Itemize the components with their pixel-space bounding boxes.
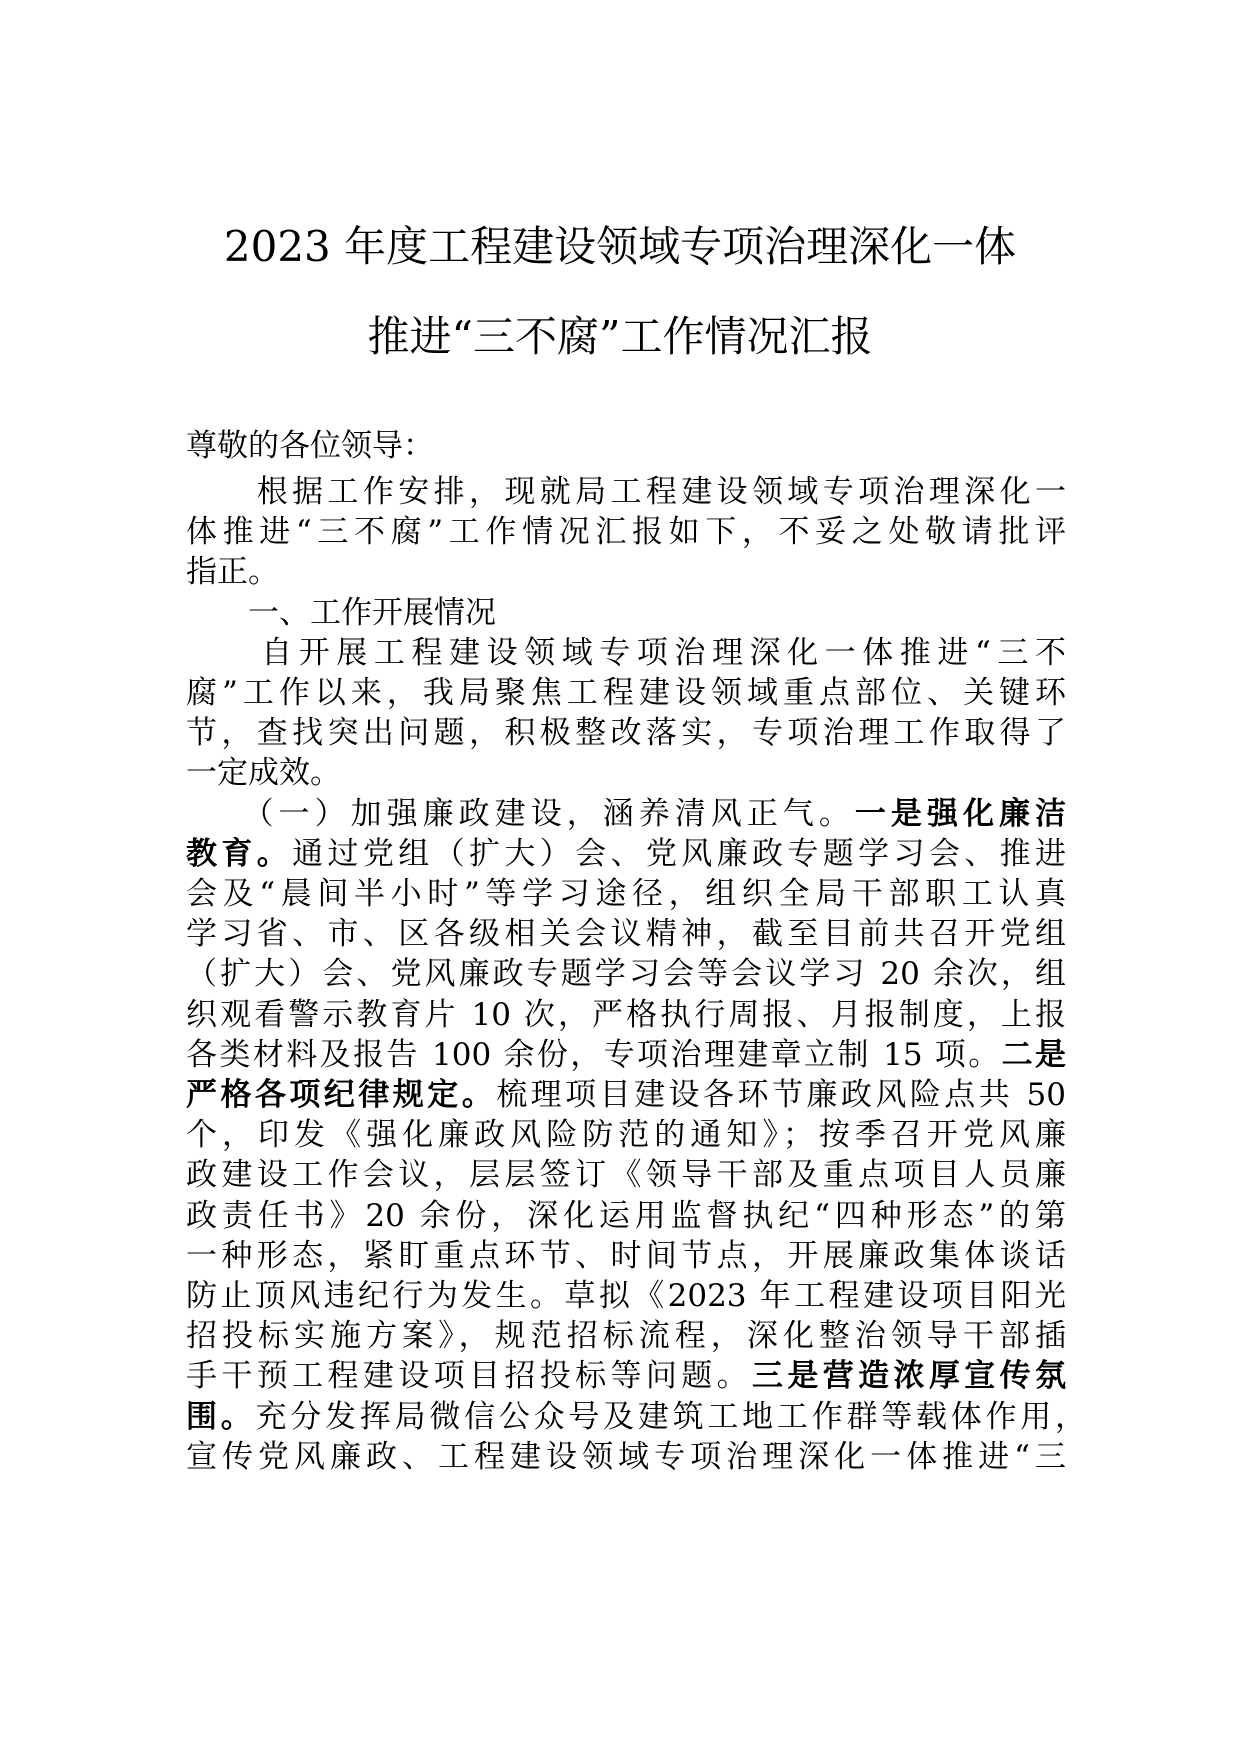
body-line (186, 834, 1066, 874)
body-line (186, 552, 1066, 592)
body-line (186, 794, 1066, 834)
body-line (186, 1316, 1066, 1356)
body-line (186, 753, 1066, 793)
text-run: 节，查找突出问题，积极整改落实，专项治理工作取得了 (186, 715, 1066, 751)
body-line (186, 954, 1066, 994)
text-run: 指正。 (186, 554, 279, 590)
body-line (186, 1236, 1066, 1276)
text-run: 自开展工程建设领域专项治理深化一体推进“三不 (186, 635, 1066, 671)
body-line (186, 633, 1066, 673)
text-run: 手干预工程建设项目招投标等问题。 (186, 1358, 752, 1394)
text-run: 会及“晨间半小时”等学习途径，组织全局干部职工认真 (186, 876, 1066, 912)
body-line (186, 1075, 1066, 1115)
body-line (186, 593, 1066, 633)
text-run: 体推进“三不腐”工作情况汇报如下，不妥之处敬请批评 (186, 514, 1066, 550)
text-run: （扩大）会、党风廉政专题学习会等会议学习 20 余次，组 (186, 956, 1066, 992)
body-line (186, 1196, 1066, 1236)
text-run: 一定成效。 (186, 755, 341, 791)
text-run: 招投标实施方案》，规范招标流程，深化整治领导干部插 (186, 1318, 1066, 1354)
bold-phrase: 二是 (1001, 1037, 1067, 1073)
text-run: 防止顶风违纪行为发生。草拟《2023 年工程建设项目阳光 (186, 1278, 1066, 1314)
document-title-line-2: 推进“三不腐”工作情况汇报 (367, 312, 873, 361)
body-line (186, 874, 1066, 914)
body-line (186, 512, 1066, 552)
text-run: 织观看警示教育片 10 次，严格执行周报、月报制度，上报 (186, 997, 1066, 1033)
text-run: 梳理项目建设各环节廉政风险点共 50 (496, 1077, 1066, 1113)
body-line (186, 1155, 1066, 1195)
body-line (186, 1437, 1066, 1477)
text-run: 宣传党风廉政、工程建设领域专项治理深化一体推进“三 (186, 1439, 1066, 1475)
body-line (186, 472, 1066, 512)
text-run: （一）加强廉政建设，涵养清风正气。 (186, 796, 855, 832)
bold-phrase: 教育。 (186, 836, 293, 872)
text-run: 学习省、市、区各级相关会议精神，截至目前共召开党组 (186, 916, 1066, 952)
body-line (186, 713, 1066, 753)
body-line (186, 1276, 1066, 1316)
text-run: 根据工作安排，现就局工程建设领域专项治理深化一 (186, 474, 1066, 510)
text-run: 通过党组（扩大）会、党风廉政专题学习会、推进 (292, 836, 1066, 872)
body-line (186, 673, 1066, 713)
bold-phrase: 一是强化廉洁 (854, 796, 1067, 832)
text-run: 充分发挥局微信公众号及建筑工地工作群等载体作用， (255, 1399, 1087, 1435)
text-run: 一种形态，紧盯重点环节、时间节点，开展廉政集体谈话 (186, 1238, 1066, 1274)
bold-phrase: 围。 (186, 1399, 256, 1435)
body-line (186, 1115, 1066, 1155)
body-line (186, 995, 1066, 1035)
body-line (186, 914, 1066, 954)
body-line (186, 1397, 1086, 1437)
text-run: 政建设工作会议，层层签订《领导干部及重点项目人员廉 (186, 1157, 1066, 1193)
salutation: 尊敬的各位领导： (186, 428, 434, 464)
document-title-line-1: 2023 年度工程建设领域专项治理深化一体 (223, 222, 1017, 271)
text-run: 个，印发《强化廉政风险防范的通知》；按季召开党风廉 (186, 1117, 1066, 1153)
body-line (186, 1035, 1066, 1075)
bold-phrase: 严格各项纪律规定。 (186, 1077, 497, 1113)
text-run: 政责任书》20 余份，深化运用监督执纪“四种形态”的第 (186, 1198, 1066, 1234)
text-run: 各类材料及报告 100 余份，专项治理建章立制 15 项。 (186, 1037, 1002, 1073)
text-run: 腐”工作以来，我局聚焦工程建设领域重点部位、关键环 (186, 675, 1066, 711)
body-line (186, 1356, 1066, 1396)
text-run: 一、工作开展情况 (186, 595, 496, 631)
bold-phrase: 三是营造浓厚宣传氛 (752, 1358, 1066, 1394)
